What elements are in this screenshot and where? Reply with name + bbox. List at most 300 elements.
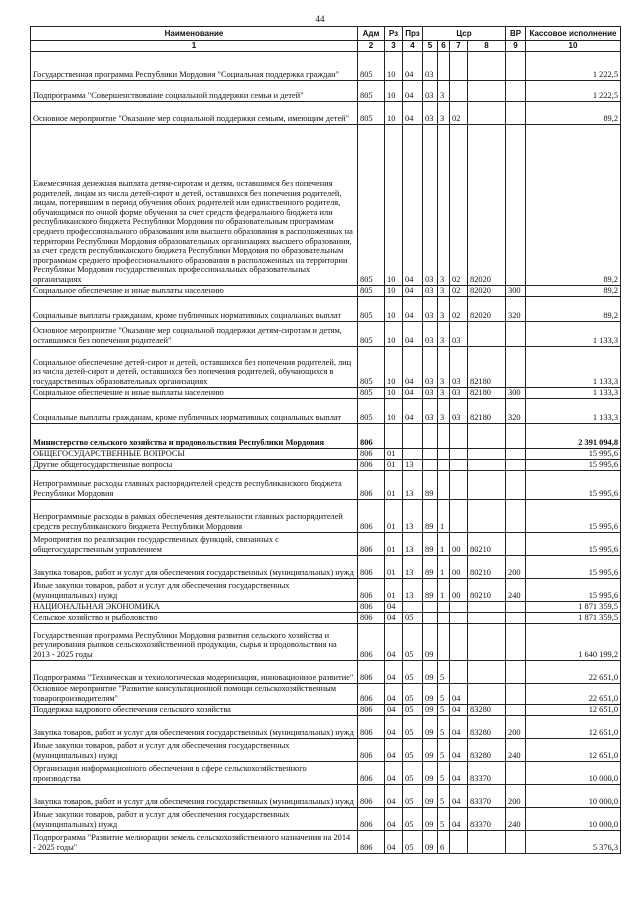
row-csr-direction bbox=[468, 601, 506, 612]
row-csr-subprogram: 3 bbox=[438, 387, 450, 398]
row-amount: 1 133,3 bbox=[526, 346, 621, 387]
row-csr-direction bbox=[468, 499, 506, 532]
row-amount: 1 133,3 bbox=[526, 321, 621, 346]
row-rz: 10 bbox=[385, 398, 403, 423]
table-row bbox=[31, 321, 621, 346]
row-vr bbox=[506, 683, 526, 704]
table-row bbox=[31, 398, 621, 423]
row-csr-program: 03 bbox=[423, 346, 438, 387]
row-name: Сельское хозяйство и рыболовство bbox=[31, 612, 358, 623]
row-prz: 13 bbox=[403, 470, 423, 499]
row-csr-program bbox=[423, 423, 438, 448]
column-number: 2 bbox=[358, 41, 385, 52]
row-csr-direction bbox=[468, 830, 506, 853]
row-csr-subprogram bbox=[438, 448, 450, 459]
row-prz: 04 bbox=[403, 80, 423, 101]
row-csr-event: 04 bbox=[450, 715, 468, 738]
row-amount: 5 376,3 bbox=[526, 830, 621, 853]
row-amount: 15 995,6 bbox=[526, 459, 621, 470]
row-csr-program: 09 bbox=[423, 738, 438, 761]
row-vr: 320 bbox=[506, 398, 526, 423]
table-row bbox=[31, 738, 621, 761]
row-adm: 806 bbox=[358, 423, 385, 448]
row-prz bbox=[403, 448, 423, 459]
table-row bbox=[31, 470, 621, 499]
row-prz: 04 bbox=[403, 285, 423, 296]
row-amount: 15 995,6 bbox=[526, 532, 621, 555]
table-row bbox=[31, 830, 621, 853]
column-number: 10 bbox=[526, 41, 621, 52]
row-adm: 806 bbox=[358, 601, 385, 612]
row-rz: 10 bbox=[385, 124, 403, 285]
row-csr-event: 00 bbox=[450, 532, 468, 555]
row-prz: 04 bbox=[403, 101, 423, 124]
row-adm: 806 bbox=[358, 807, 385, 830]
row-csr-program: 89 bbox=[423, 578, 438, 601]
row-csr-subprogram: 1 bbox=[438, 578, 450, 601]
table-body bbox=[31, 51, 621, 853]
row-csr-subprogram: 5 bbox=[438, 807, 450, 830]
row-adm: 806 bbox=[358, 499, 385, 532]
row-csr-event bbox=[450, 623, 468, 660]
row-adm: 805 bbox=[358, 285, 385, 296]
row-csr-event bbox=[450, 459, 468, 470]
header-csr: Цср bbox=[423, 27, 506, 41]
table-row bbox=[31, 285, 621, 296]
row-rz: 01 bbox=[385, 448, 403, 459]
row-csr-program: 09 bbox=[423, 761, 438, 784]
row-rz: 04 bbox=[385, 807, 403, 830]
row-amount: 12 651,0 bbox=[526, 704, 621, 715]
row-prz: 05 bbox=[403, 612, 423, 623]
row-amount: 1 222,5 bbox=[526, 80, 621, 101]
row-adm: 806 bbox=[358, 660, 385, 683]
row-csr-event: 03 bbox=[450, 398, 468, 423]
row-adm: 806 bbox=[358, 555, 385, 578]
column-number-row bbox=[31, 41, 621, 52]
row-name: Закупка товаров, работ и услуг для обеспечения государственных (муниципальных) нужд bbox=[31, 555, 358, 578]
row-csr-program: 09 bbox=[423, 807, 438, 830]
row-prz: 05 bbox=[403, 704, 423, 715]
row-vr: 320 bbox=[506, 296, 526, 321]
row-csr-direction bbox=[468, 683, 506, 704]
row-rz: 04 bbox=[385, 612, 403, 623]
row-csr-event bbox=[450, 423, 468, 448]
row-prz: 05 bbox=[403, 807, 423, 830]
row-vr: 240 bbox=[506, 578, 526, 601]
row-csr-program: 89 bbox=[423, 470, 438, 499]
row-csr-event: 02 bbox=[450, 101, 468, 124]
row-prz: 13 bbox=[403, 555, 423, 578]
header-amount: Кассовое исполнение bbox=[526, 27, 621, 41]
row-vr: 300 bbox=[506, 285, 526, 296]
row-amount: 89,2 bbox=[526, 101, 621, 124]
row-prz: 13 bbox=[403, 532, 423, 555]
row-csr-subprogram: 5 bbox=[438, 683, 450, 704]
row-vr bbox=[506, 124, 526, 285]
row-csr-program: 89 bbox=[423, 499, 438, 532]
row-csr-direction: 82180 bbox=[468, 346, 506, 387]
column-number: 6 bbox=[438, 41, 450, 52]
row-vr bbox=[506, 346, 526, 387]
row-csr-program: 09 bbox=[423, 704, 438, 715]
row-rz: 01 bbox=[385, 470, 403, 499]
row-csr-event: 03 bbox=[450, 387, 468, 398]
row-rz: 10 bbox=[385, 346, 403, 387]
table-row bbox=[31, 423, 621, 448]
row-csr-subprogram: 3 bbox=[438, 346, 450, 387]
row-rz: 01 bbox=[385, 532, 403, 555]
row-amount: 10 000,0 bbox=[526, 761, 621, 784]
row-csr-program: 89 bbox=[423, 532, 438, 555]
table-row bbox=[31, 715, 621, 738]
header-prz: Прз bbox=[403, 27, 423, 41]
row-rz: 10 bbox=[385, 51, 403, 80]
row-csr-direction bbox=[468, 470, 506, 499]
row-csr-subprogram: 5 bbox=[438, 704, 450, 715]
table-row bbox=[31, 761, 621, 784]
row-adm: 806 bbox=[358, 738, 385, 761]
row-csr-direction: 82020 bbox=[468, 285, 506, 296]
row-csr-event: 04 bbox=[450, 683, 468, 704]
row-name: Организация информационного обеспечения в сфере сельскохозяйственного производства bbox=[31, 761, 358, 784]
row-amount: 15 995,6 bbox=[526, 470, 621, 499]
row-csr-event: 04 bbox=[450, 738, 468, 761]
row-name: Основное мероприятие "Оказание мер социальной поддержки детям-сиротам и детям, оставшимся без попечения родителей" bbox=[31, 321, 358, 346]
row-csr-subprogram bbox=[438, 459, 450, 470]
row-amount: 2 391 094,8 bbox=[526, 423, 621, 448]
row-prz: 04 bbox=[403, 387, 423, 398]
table-row bbox=[31, 101, 621, 124]
row-rz bbox=[385, 423, 403, 448]
row-csr-program bbox=[423, 601, 438, 612]
row-vr bbox=[506, 623, 526, 660]
row-csr-direction: 80210 bbox=[468, 578, 506, 601]
row-amount: 1 871 359,5 bbox=[526, 601, 621, 612]
row-prz: 05 bbox=[403, 738, 423, 761]
row-prz: 05 bbox=[403, 683, 423, 704]
row-csr-direction: 83280 bbox=[468, 715, 506, 738]
row-vr: 200 bbox=[506, 715, 526, 738]
row-vr bbox=[506, 830, 526, 853]
row-csr-direction: 83370 bbox=[468, 784, 506, 807]
row-vr bbox=[506, 470, 526, 499]
row-vr: 300 bbox=[506, 387, 526, 398]
row-amount: 1 640 199,2 bbox=[526, 623, 621, 660]
header-adm: Адм bbox=[358, 27, 385, 41]
row-csr-program: 03 bbox=[423, 51, 438, 80]
table-row bbox=[31, 784, 621, 807]
row-csr-event: 03 bbox=[450, 346, 468, 387]
column-number: 5 bbox=[423, 41, 438, 52]
row-csr-direction: 83280 bbox=[468, 738, 506, 761]
row-csr-direction bbox=[468, 459, 506, 470]
row-csr-event bbox=[450, 448, 468, 459]
table-row bbox=[31, 296, 621, 321]
row-name: Социальное обеспечение и иные выплаты населению bbox=[31, 285, 358, 296]
row-csr-event: 04 bbox=[450, 704, 468, 715]
row-adm: 805 bbox=[358, 296, 385, 321]
row-vr bbox=[506, 612, 526, 623]
row-name: Другие общегосударственные вопросы bbox=[31, 459, 358, 470]
row-csr-direction bbox=[468, 423, 506, 448]
row-csr-subprogram: 5 bbox=[438, 660, 450, 683]
row-rz: 01 bbox=[385, 459, 403, 470]
table-row bbox=[31, 80, 621, 101]
row-amount: 12 651,0 bbox=[526, 715, 621, 738]
row-vr bbox=[506, 660, 526, 683]
row-csr-direction: 83370 bbox=[468, 807, 506, 830]
row-csr-subprogram: 1 bbox=[438, 555, 450, 578]
row-name: Мероприятия по реализации государственных функций, связанных с общегосударственным управлением bbox=[31, 532, 358, 555]
table-row bbox=[31, 387, 621, 398]
row-adm: 806 bbox=[358, 532, 385, 555]
table-row bbox=[31, 704, 621, 715]
row-csr-direction: 83370 bbox=[468, 761, 506, 784]
row-name: Поддержка кадрового обеспечения сельского хозяйства bbox=[31, 704, 358, 715]
row-name: Иные закупки товаров, работ и услуг для обеспечения государственных (муниципальных) нужд bbox=[31, 738, 358, 761]
row-adm: 805 bbox=[358, 51, 385, 80]
row-prz: 13 bbox=[403, 499, 423, 532]
row-csr-subprogram: 3 bbox=[438, 80, 450, 101]
column-number: 7 bbox=[450, 41, 468, 52]
column-number: 1 bbox=[31, 41, 358, 52]
row-name: Закупка товаров, работ и услуг для обеспечения государственных (муниципальных) нужд bbox=[31, 784, 358, 807]
row-name: Министерство сельского хозяйства и продовольствия Республики Мордовия bbox=[31, 423, 358, 448]
row-rz: 04 bbox=[385, 623, 403, 660]
row-csr-subprogram bbox=[438, 601, 450, 612]
row-csr-subprogram: 3 bbox=[438, 101, 450, 124]
page-number: 44 bbox=[315, 14, 325, 24]
row-rz: 10 bbox=[385, 285, 403, 296]
row-rz: 10 bbox=[385, 321, 403, 346]
row-amount: 15 995,6 bbox=[526, 499, 621, 532]
table-row bbox=[31, 346, 621, 387]
row-name: Подпрограмма "Совершенствование социальной поддержки семьи и детей" bbox=[31, 80, 358, 101]
row-csr-program: 03 bbox=[423, 296, 438, 321]
row-vr bbox=[506, 321, 526, 346]
row-csr-event bbox=[450, 51, 468, 80]
row-vr bbox=[506, 499, 526, 532]
row-rz: 04 bbox=[385, 830, 403, 853]
row-amount: 12 651,0 bbox=[526, 738, 621, 761]
row-csr-direction: 82020 bbox=[468, 124, 506, 285]
row-rz: 04 bbox=[385, 784, 403, 807]
row-name: Социальные выплаты гражданам, кроме публичных нормативных социальных выплат bbox=[31, 296, 358, 321]
row-csr-subprogram: 3 bbox=[438, 285, 450, 296]
row-amount: 89,2 bbox=[526, 124, 621, 285]
row-amount: 1 222,5 bbox=[526, 51, 621, 80]
row-csr-program: 03 bbox=[423, 398, 438, 423]
row-name: Закупка товаров, работ и услуг для обеспечения государственных (муниципальных) нужд bbox=[31, 715, 358, 738]
row-csr-direction bbox=[468, 101, 506, 124]
row-adm: 806 bbox=[358, 578, 385, 601]
table-row bbox=[31, 807, 621, 830]
row-prz: 05 bbox=[403, 660, 423, 683]
row-csr-event: 03 bbox=[450, 321, 468, 346]
row-csr-event: 04 bbox=[450, 761, 468, 784]
table-row bbox=[31, 612, 621, 623]
row-rz: 10 bbox=[385, 296, 403, 321]
row-name: Ежемесячная денежная выплата детям-сиротам и детям, оставшимся без попечения родителей, лицам из числа детей-сирот и детей, оставшихся без попечения родителей, лицам, потерявшим в период обучения обоих родителей или единственного родителя, обучающимся по очной форме обучения за счет средств федерального бюджета или республиканского бюджета Республики Мордовия по образовательным программам среднего профессионального образования или высшего образования в расположенных на территории Республики Мордовия образовательных организациях высшего образования, за счет средств республиканского бюджета Республики Мордовия по образовательным программам среднего профессионального образования в расположенных на территории Республики Мордовия государственных профессиональных образовательных организациях bbox=[31, 124, 358, 285]
row-csr-direction: 83280 bbox=[468, 704, 506, 715]
row-vr: 240 bbox=[506, 738, 526, 761]
row-csr-subprogram: 3 bbox=[438, 296, 450, 321]
row-csr-direction: 82020 bbox=[468, 296, 506, 321]
row-vr: 240 bbox=[506, 807, 526, 830]
row-name: Подпрограмма "Развитие мелиорации земель сельскохозяйственного назначения на 2014 - 2025 годы" bbox=[31, 830, 358, 853]
row-adm: 806 bbox=[358, 612, 385, 623]
row-csr-program: 09 bbox=[423, 830, 438, 853]
row-amount: 15 995,6 bbox=[526, 578, 621, 601]
header-vr: ВР bbox=[506, 27, 526, 41]
row-csr-subprogram: 3 bbox=[438, 321, 450, 346]
table-row bbox=[31, 499, 621, 532]
row-csr-direction: 82180 bbox=[468, 387, 506, 398]
row-csr-program bbox=[423, 459, 438, 470]
row-csr-event: 02 bbox=[450, 296, 468, 321]
row-adm: 806 bbox=[358, 784, 385, 807]
row-csr-direction: 82180 bbox=[468, 398, 506, 423]
row-name: Непрограммные расходы главных распорядителей средств республиканского бюджета Республики Мордовия bbox=[31, 470, 358, 499]
row-adm: 806 bbox=[358, 459, 385, 470]
row-name: Основное мероприятие "Оказание мер социальной поддержки семьям, имеющим детей" bbox=[31, 101, 358, 124]
row-prz: 05 bbox=[403, 715, 423, 738]
row-name: Иные закупки товаров, работ и услуг для обеспечения государственных (муниципальных) нужд bbox=[31, 578, 358, 601]
row-vr: 200 bbox=[506, 784, 526, 807]
row-csr-event: 00 bbox=[450, 578, 468, 601]
table-row bbox=[31, 683, 621, 704]
table-row bbox=[31, 660, 621, 683]
row-adm: 806 bbox=[358, 761, 385, 784]
row-vr bbox=[506, 601, 526, 612]
row-prz: 05 bbox=[403, 761, 423, 784]
row-vr bbox=[506, 761, 526, 784]
row-rz: 04 bbox=[385, 704, 403, 715]
row-rz: 10 bbox=[385, 80, 403, 101]
row-adm: 805 bbox=[358, 398, 385, 423]
header-name: Наименование bbox=[31, 27, 358, 41]
row-csr-event bbox=[450, 80, 468, 101]
row-csr-event bbox=[450, 601, 468, 612]
row-vr bbox=[506, 101, 526, 124]
row-prz bbox=[403, 423, 423, 448]
row-prz: 05 bbox=[403, 784, 423, 807]
row-adm: 805 bbox=[358, 387, 385, 398]
table-row bbox=[31, 448, 621, 459]
row-csr-subprogram: 5 bbox=[438, 738, 450, 761]
row-rz: 01 bbox=[385, 499, 403, 532]
row-csr-event bbox=[450, 830, 468, 853]
row-adm: 806 bbox=[358, 683, 385, 704]
row-name: Государственная программа Республики Мордовия "Социальная поддержка граждан" bbox=[31, 51, 358, 80]
row-adm: 806 bbox=[358, 830, 385, 853]
row-rz: 04 bbox=[385, 738, 403, 761]
row-csr-program bbox=[423, 448, 438, 459]
row-csr-event bbox=[450, 660, 468, 683]
row-csr-event: 02 bbox=[450, 124, 468, 285]
row-prz: 05 bbox=[403, 830, 423, 853]
row-adm: 805 bbox=[358, 124, 385, 285]
row-csr-subprogram: 1 bbox=[438, 532, 450, 555]
row-csr-subprogram bbox=[438, 623, 450, 660]
row-vr bbox=[506, 459, 526, 470]
row-vr bbox=[506, 704, 526, 715]
row-csr-direction: 80210 bbox=[468, 532, 506, 555]
row-adm: 805 bbox=[358, 80, 385, 101]
row-name: Государственная программа Республики Мордовия развития сельского хозяйства и регулирования рынков сельскохозяйственной продукции, сырья и продовольствия на 2013 - 2025 годы bbox=[31, 623, 358, 660]
row-prz: 04 bbox=[403, 296, 423, 321]
row-name: Социальное обеспечение детей-сирот и детей, оставшихся без попечения родителей, лиц из числа детей-сирот и детей, оставшихся без попечения родителей, обучающихся в государственных образовательных организациях bbox=[31, 346, 358, 387]
row-rz: 01 bbox=[385, 578, 403, 601]
row-csr-program: 89 bbox=[423, 555, 438, 578]
row-rz: 04 bbox=[385, 683, 403, 704]
row-csr-subprogram bbox=[438, 470, 450, 499]
row-csr-subprogram: 5 bbox=[438, 784, 450, 807]
column-number: 3 bbox=[385, 41, 403, 52]
row-csr-subprogram: 5 bbox=[438, 715, 450, 738]
row-csr-direction bbox=[468, 612, 506, 623]
row-csr-program: 09 bbox=[423, 784, 438, 807]
row-name: Социальные выплаты гражданам, кроме публичных нормативных социальных выплат bbox=[31, 398, 358, 423]
row-csr-direction bbox=[468, 623, 506, 660]
row-prz: 13 bbox=[403, 459, 423, 470]
row-vr bbox=[506, 423, 526, 448]
row-rz: 04 bbox=[385, 660, 403, 683]
row-adm: 805 bbox=[358, 321, 385, 346]
row-prz: 05 bbox=[403, 623, 423, 660]
row-adm: 805 bbox=[358, 101, 385, 124]
row-csr-subprogram bbox=[438, 612, 450, 623]
row-amount: 89,2 bbox=[526, 296, 621, 321]
row-amount: 22 651,0 bbox=[526, 660, 621, 683]
row-name: Основное мероприятие "Развитие консультационной помощи сельскохозяйственным товаропроизводителям" bbox=[31, 683, 358, 704]
row-prz: 04 bbox=[403, 124, 423, 285]
row-rz: 10 bbox=[385, 387, 403, 398]
table-row bbox=[31, 555, 621, 578]
row-csr-subprogram bbox=[438, 51, 450, 80]
row-csr-program: 03 bbox=[423, 101, 438, 124]
row-csr-program: 03 bbox=[423, 387, 438, 398]
table-row bbox=[31, 601, 621, 612]
row-csr-program: 09 bbox=[423, 660, 438, 683]
row-name: Подпрограмма "Техническая и технологическая модернизация, инновационное развитие" bbox=[31, 660, 358, 683]
row-adm: 806 bbox=[358, 623, 385, 660]
row-csr-program: 09 bbox=[423, 623, 438, 660]
row-csr-program: 09 bbox=[423, 683, 438, 704]
row-csr-event: 04 bbox=[450, 784, 468, 807]
header-rz: Рз bbox=[385, 27, 403, 41]
row-csr-program: 09 bbox=[423, 715, 438, 738]
table-row bbox=[31, 459, 621, 470]
row-csr-direction bbox=[468, 51, 506, 80]
row-csr-direction bbox=[468, 660, 506, 683]
table-row bbox=[31, 124, 621, 285]
row-rz: 01 bbox=[385, 555, 403, 578]
row-adm: 805 bbox=[358, 346, 385, 387]
row-csr-event: 04 bbox=[450, 807, 468, 830]
row-vr bbox=[506, 51, 526, 80]
table-row bbox=[31, 51, 621, 80]
row-vr: 200 bbox=[506, 555, 526, 578]
row-adm: 806 bbox=[358, 448, 385, 459]
row-csr-subprogram: 1 bbox=[438, 499, 450, 532]
budget-table bbox=[30, 26, 621, 854]
row-prz: 04 bbox=[403, 321, 423, 346]
row-csr-subprogram: 3 bbox=[438, 124, 450, 285]
row-vr bbox=[506, 80, 526, 101]
row-csr-subprogram bbox=[438, 423, 450, 448]
